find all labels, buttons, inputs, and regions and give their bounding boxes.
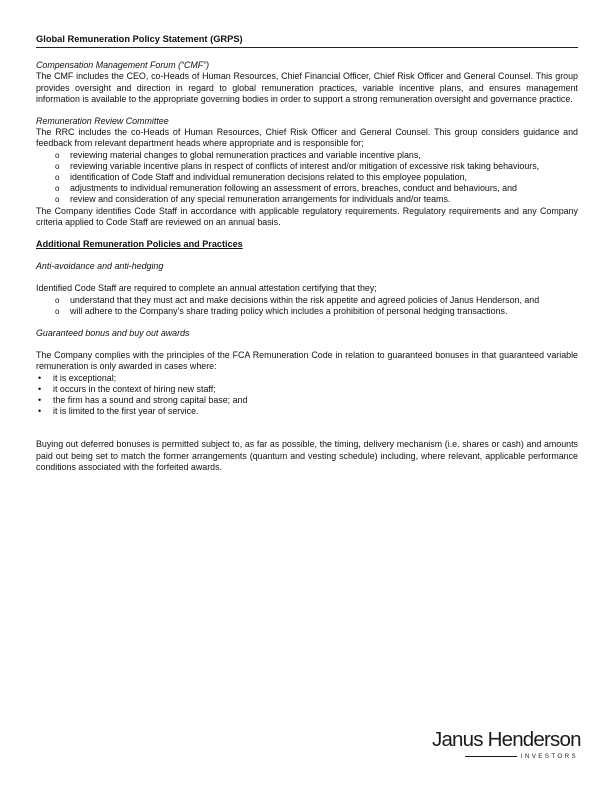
rrc-heading: Remuneration Review Committee	[36, 116, 169, 127]
guaranteed-list	[36, 373, 578, 418]
logo-tagline: INVESTORS	[432, 751, 578, 762]
document-page	[36, 34, 578, 473]
cmf-body: The CMF includes the CEO, co-Heads of Human Resources, Chief Financial Officer, Chief Risk Officer and General Counsel. This group provides oversight and direction in regard to global remuneration practices, variable incentive plans, and ensures management information is available to the appropriate governing bodies in order to support a strong remuneration oversight and governance practice.	[36, 71, 578, 104]
guaranteed-heading: Guaranteed bonus and buy out awards	[36, 328, 190, 339]
list-item: o identification of Code Staff and individual remuneration decisions related to this employee population,	[55, 172, 467, 183]
list-item: • it is limited to the first year of service.	[38, 406, 199, 417]
guaranteed-intro: The Company complies with the principles of the FCA Remuneration Code in relation to guaranteed bonuses in that guaranteed variable remuneration is only awarded in cases where:	[36, 350, 578, 372]
circle-bullet-icon: o	[55, 184, 60, 194]
circle-bullet-icon: o	[55, 161, 60, 171]
logo-rule	[465, 756, 517, 757]
circle-bullet-icon: o	[55, 306, 60, 316]
bullet-icon: •	[38, 406, 42, 417]
circle-bullet-icon: o	[55, 173, 60, 183]
bullet-icon: •	[38, 383, 42, 394]
circle-bullet-icon: o	[55, 295, 60, 305]
list-item: o adjustments to individual remuneration following an assessment of errors, breaches, conduct and behaviours, and	[55, 183, 517, 194]
list-item: o review and consideration of any special remuneration arrangements for individuals and/or teams.	[55, 194, 451, 205]
bullet-icon: •	[38, 372, 42, 383]
bullet-icon: •	[38, 395, 42, 406]
list-item: • the firm has a sound and strong capital base; and	[38, 395, 248, 406]
buyout-paragraph: Buying out deferred bonuses is permitted subject to, as far as possible, the timing, delivery mechanism (i.e. shares or cash) and amounts paid out being set to match the former arrangements (quantum and vesting schedule) including, where relevant, applicable performance conditions associated with the forfeited awards.	[36, 439, 578, 472]
page-title: Global Remuneration Policy Statement (GRPS)	[36, 34, 578, 48]
circle-bullet-icon: o	[55, 150, 60, 160]
anti-intro: Identified Code Staff are required to complete an annual attestation certifying that they;	[36, 283, 377, 294]
rrc-body: The RRC includes the co-Heads of Human Resources, Chief Risk Officer and General Counsel. This group considers guidance and feedback from relevant department heads where appropriate and is responsible for;	[36, 127, 578, 149]
logo-wordmark: Janus Henderson	[432, 728, 581, 751]
anti-list	[36, 295, 578, 317]
list-item: o will adhere to the Company’s share trading policy which includes a prohibition of personal hedging transactions.	[55, 305, 508, 316]
list-item: • it is exceptional;	[38, 372, 117, 383]
rrc-list	[36, 150, 578, 206]
circle-bullet-icon: o	[55, 195, 60, 205]
list-item: • it occurs in the context of hiring new staff;	[38, 383, 216, 394]
company-logo	[432, 728, 581, 762]
section-heading-additional: Additional Remuneration Policies and Practices	[36, 239, 243, 250]
anti-heading: Anti-avoidance and anti-hedging	[36, 261, 164, 272]
cmf-heading: Compensation Management Forum (“CMF”)	[36, 60, 210, 71]
list-item: o reviewing material changes to global remuneration practices and variable incentive plans,	[55, 149, 421, 160]
list-item: o understand that they must act and make decisions within the risk appetite and agreed policies of Janus Henderson, and	[55, 294, 540, 305]
list-item: o reviewing variable incentive plans in respect of conflicts of interest and/or mitigation of excessive risk taking behaviours,	[55, 160, 540, 171]
rrc-closing: The Company identifies Code Staff in accordance with applicable regulatory requirements. Regulatory requirements and any Company criteria applied to Code Staff are reviewed on an annual basis.	[36, 205, 578, 227]
